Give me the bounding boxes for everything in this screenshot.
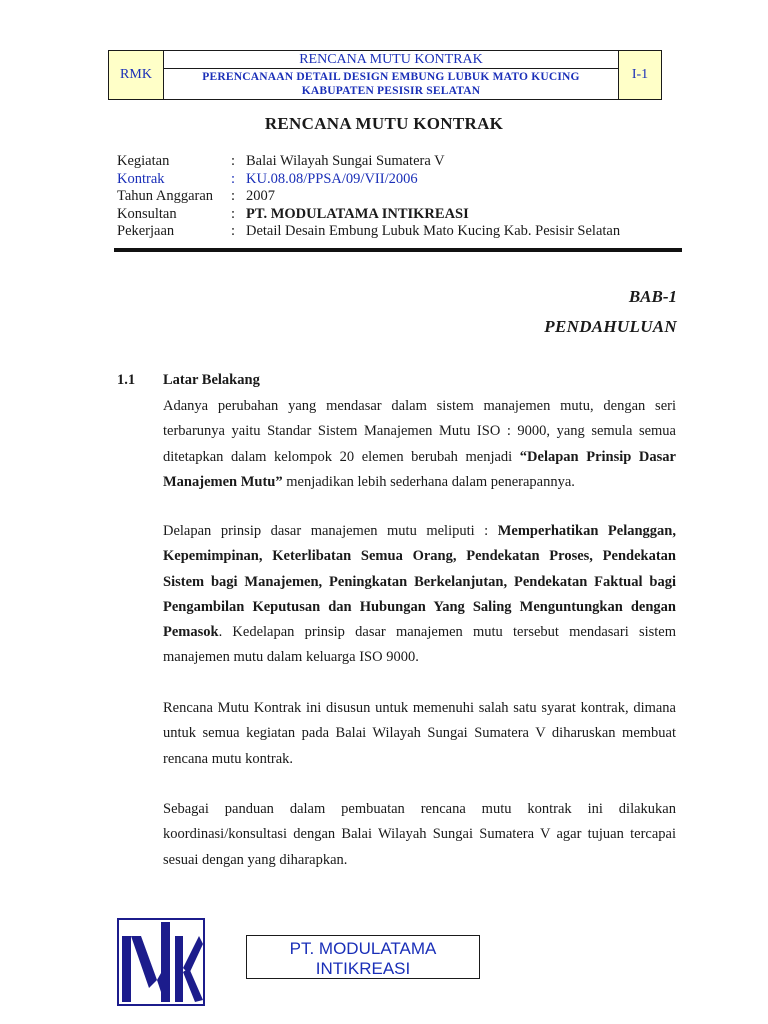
company-name-box <box>246 935 480 979</box>
section-heading: Latar Belakang <box>163 372 260 388</box>
info-row-kontrak <box>117 171 620 189</box>
info-colon: : <box>231 153 236 169</box>
info-value: 2007 <box>246 188 275 204</box>
info-colon: : <box>231 170 236 187</box>
info-label: Tahun Anggaran <box>117 188 214 204</box>
paragraph-text: Delapan prinsip dasar manajemen mutu meliputi : <box>163 523 498 539</box>
header-title-block <box>164 51 619 99</box>
chapter-title: PENDAHULUAN <box>544 317 677 336</box>
paragraph-2 <box>163 519 676 671</box>
contract-info <box>117 153 620 241</box>
info-label: Konsultan <box>117 205 177 222</box>
company-name-line2: INTIKREASI <box>315 959 411 978</box>
paragraph-bold-text: “Delapan Prinsip Dasar Manajemen Mutu” <box>163 448 676 490</box>
info-colon: : <box>231 188 236 204</box>
header-page-number: I-1 <box>619 51 661 99</box>
paragraph-text: . Kedelapan prinsip dasar manajemen mutu tersebut mendasari sistem manajemen mutu dalam keluarga ISO 9000. <box>163 624 676 666</box>
header-title: RENCANA MUTU KONTRAK <box>164 51 618 69</box>
paragraph-text: Adanya perubahan yang mendasar dalam sistem manajemen mutu, dengan seri terbarunya yaitu Standar Sistem Manajemen Mutu ISO : 9000, yang semula semua ditetapkan dalam kelompok 20 elemen berubah menjadi <box>163 398 676 465</box>
info-label: Kegiatan <box>117 153 170 169</box>
info-row-pekerjaan <box>117 223 620 241</box>
document-title: RENCANA MUTU KONTRAK <box>264 114 504 133</box>
info-value: PT. MODULATAMA INTIKREASI <box>246 205 469 222</box>
header-subtitle-line1: PERENCANAAN DETAIL DESIGN EMBUNG LUBUK MATO KUCING <box>202 71 580 83</box>
info-value: KU.08.08/PPSA/09/VII/2006 <box>246 170 418 187</box>
info-row-kegiatan <box>117 153 620 171</box>
info-row-konsultan <box>117 206 620 224</box>
paragraph-bold-text: Memperhatikan Pelanggan, Kepemimpinan, Keterlibatan Semua Orang, Pendekatan Proses, Pendekatan Sistem bagi Manajemen, Peningkatan Berkelanjutan, Pendekatan Faktual bagi Pengambilan Keputusan dan Hubungan Yang Saling Menguntungkan dengan Pemasok <box>163 523 676 641</box>
header-subtitle <box>164 69 618 99</box>
paragraph-text: menjadikan lebih sederhana dalam penerapannya. <box>282 473 575 490</box>
info-label: Kontrak <box>117 170 165 187</box>
horizontal-divider <box>114 248 682 252</box>
company-name-line1: PT. MODULATAMA <box>289 939 437 958</box>
company-name <box>247 936 479 979</box>
chapter-number: BAB-1 <box>628 287 677 306</box>
mik-logo-icon <box>117 918 205 1006</box>
info-value: Detail Desain Embung Lubuk Mato Kucing Kab. Pesisir Selatan <box>246 223 621 239</box>
header-subtitle-line2: KABUPATEN PESISIR SELATAN <box>301 85 481 97</box>
info-colon: : <box>231 205 236 222</box>
document-header <box>108 50 662 100</box>
paragraph-1 <box>163 394 676 495</box>
header-code: RMK <box>109 51 164 99</box>
info-colon: : <box>231 223 236 239</box>
section-number: 1.1 <box>117 372 136 388</box>
info-label: Pekerjaan <box>117 223 175 239</box>
info-value: Balai Wilayah Sungai Sumatera V <box>246 153 445 169</box>
paragraph-3: Rencana Mutu Kontrak ini disusun untuk memenuhi salah satu syarat kontrak, dimana untuk semua kegiatan pada Balai Wilayah Sungai Sumatera V diharuskan membuat rencana mutu kontrak. <box>163 700 676 767</box>
info-row-tahun-anggaran <box>117 188 620 206</box>
paragraph-4: Sebagai panduan dalam pembuatan rencana mutu kontrak ini dilakukan koordinasi/konsultasi dengan Balai Wilayah Sungai Sumatera V agar tujuan tercapai sesuai dengan yang diharapkan. <box>163 801 676 868</box>
